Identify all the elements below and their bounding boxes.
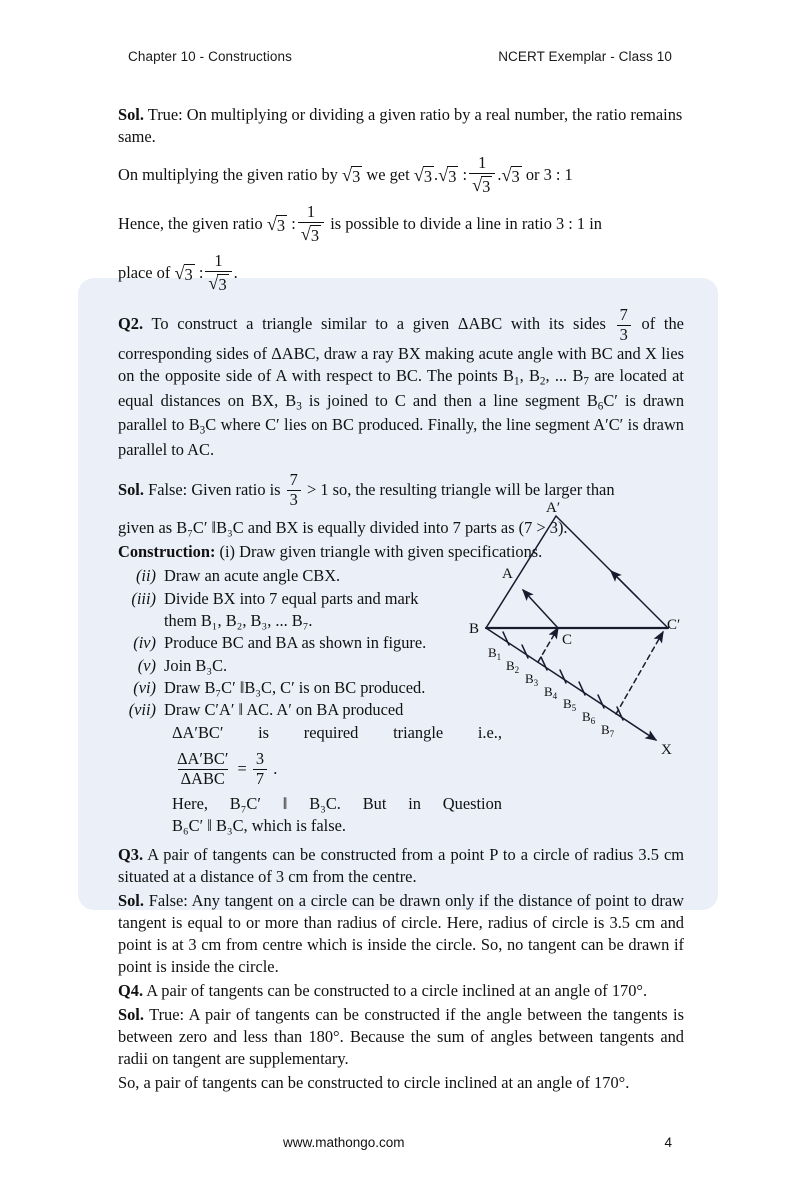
- q2-text-c: , B: [519, 366, 540, 386]
- sqrt-3: √ 3: [342, 164, 361, 186]
- construction-figure: [468, 498, 700, 768]
- q2-text-f: is joined to C and then a line segment B: [301, 390, 598, 410]
- sol1-label: Sol.: [118, 105, 144, 124]
- q4-solution: [118, 1004, 684, 1070]
- list-item: them B₁, B₂, B₃, ... B₇.: [164, 610, 313, 630]
- q4-sol-text: True: A pair of tangents can be constructed if the angle between the tangents is between zero and less than 180°. Because the sum of angles between tangents and radii on tangent are supplementary.: [118, 1004, 684, 1068]
- step7-line4: Here, B₇C′ ‖ B₃C. But in Question: [172, 794, 502, 814]
- arrow-on-Aprime-Cprime: [611, 571, 638, 598]
- q2-ratio-fraction: $\frac{7}{3}$: [617, 307, 631, 343]
- sol2-line2: given as B₇C′ ‖B₃C and BX is equally divided into 7 parts as (7 > 3).: [118, 518, 568, 538]
- list-item: (iii) Divide BX into 7 equal parts and mark: [131, 588, 419, 608]
- page-footer: [128, 1135, 672, 1150]
- label-B5: $B_5$: [563, 696, 577, 713]
- label-X: X: [661, 742, 672, 758]
- sol1-line2-b: we get: [366, 164, 410, 184]
- page-header: [128, 45, 672, 67]
- sol1-line3: Hence, the given ratio √ 3 : 1 √ 3 is possible to divide a line in ratio 3 : 1 in: [118, 201, 602, 245]
- triangle-ratio-fraction: $\frac{\Delta A'BC'}{\text{ΔABC}}$: [177, 748, 229, 788]
- dashed-B7-to-Cprime: [616, 632, 663, 714]
- sol1-line3-b: is possible to divide a line in ratio 3 : 1 in: [330, 213, 602, 233]
- sqrt-3: √ 3: [300, 223, 320, 245]
- q3-sol-text: False: Any tangent on a circle can be drawn only if the distance of point to draw tangent is equal to or more than radius of circle. Here, radius of circle is 3.5 cm and point is at 3 cm from centre which is inside the circle. So, no tangent can be drawn if point is inside the circle.: [118, 890, 684, 976]
- sol1-line2-a: On multiplying the given ratio by: [118, 164, 338, 184]
- q4-label: Q4.: [118, 980, 144, 1000]
- sqrt-3: √ 3: [438, 164, 457, 186]
- q3-label: Q3.: [118, 844, 144, 864]
- label-B2: $B_2$: [506, 658, 520, 675]
- sol1-line4: place of √ 3 : 1 √ 3 .: [118, 250, 238, 294]
- sqrt-3: √ 3: [208, 272, 227, 294]
- step7-ratio-equation: $\frac{\Delta A'BC'}{\text{ΔABC}}$ = $\frac{3}{7}$ .: [172, 751, 502, 787]
- label-A-prime: A′: [546, 500, 561, 516]
- q3-text: A pair of tangents can be constructed from a point P to a circle of radius 3.5 cm situated at a distance of 3 cm from the centre.: [118, 844, 684, 886]
- label-B4: $B_4$: [544, 684, 558, 701]
- sqrt-3: √ 3: [413, 164, 433, 186]
- sol1-line4-b: .: [233, 262, 238, 282]
- fraction-1-over-sqrt3: 1 √ 3: [469, 155, 495, 195]
- sqrt-3: √ 3: [174, 262, 193, 284]
- sol2-line1-b: > 1 so, the resulting triangle will be larger than: [306, 479, 615, 499]
- sol1-line2-c: or 3 : 1: [525, 164, 573, 184]
- equals-sign: =: [237, 758, 247, 778]
- q3-solution: [118, 890, 684, 978]
- sol1-paragraph: [118, 104, 684, 148]
- q2-label: Q2.: [118, 313, 144, 333]
- sol1-line2: On multiplying the given ratio by √ 3 we get √ 3 . √ 3 : 1 √ 3 . √ 3 or 3 : 1: [118, 152, 573, 196]
- list-item: (vii) Draw C′A′ ‖ AC. A′ on BA produced: [128, 700, 404, 720]
- construction-label: Construction:: [118, 542, 216, 562]
- label-B1: $B_1$: [488, 645, 502, 662]
- q2-text-e: are located at equal distances on BX, B: [118, 366, 684, 410]
- line-C-to-A: [523, 590, 558, 628]
- q2-text-a: To construct a triangle similar to a given ΔABC with its sides: [151, 313, 606, 333]
- step7-details: [172, 722, 502, 836]
- label-B: B: [469, 621, 480, 637]
- footer-site-url[interactable]: www.mathongo.com: [283, 1135, 405, 1150]
- sol2-line1-a: False: Given ratio is: [148, 479, 281, 499]
- header-book-title: NCERT Exemplar - Class 10: [498, 48, 672, 64]
- sqrt-3: √ 3: [266, 213, 286, 235]
- q4-block: [118, 980, 684, 1002]
- tick-B5: [579, 682, 585, 695]
- q2-block: Q2. To construct a triangle similar to a given ΔABC with its sides $\frac{7}{3}$ of the corresponding sides of ΔABC, draw a ray BX making acute angle with BC and X lies on the opposite side of A with respect to BC. The points $B_1$, $B_2$, ... $B_7$ are located at equal distances on BX, $B_3$ is joined to C and then a line segment $B_6C'$ is drawn parallel to $B_3C$ where C′ lies on BC produced. Finally, the line segment A′C′ is drawn parallel to AC.: [118, 304, 685, 459]
- q2-text-h: C where C′ lies on BC produced. Finally, the line segment A′C′ is drawn parallel to AC.: [118, 415, 684, 459]
- q4-sol-label: Sol.: [118, 1004, 144, 1024]
- sol1-line4-a: place of: [118, 262, 171, 282]
- label-B3: $B_3$: [525, 671, 539, 688]
- q3-block: [118, 844, 684, 888]
- list-item: (v) Join B₃C.: [137, 655, 228, 675]
- q2-text-g: C′ is drawn parallel to B: [118, 390, 685, 435]
- q4-text: A pair of tangents can be constructed to a circle inclined at an angle of 170°.: [146, 980, 648, 1000]
- fraction-1-over-sqrt3: 1 √ 3: [205, 253, 231, 293]
- list-item: (iv) Produce BC and BA as shown in figure.: [133, 633, 427, 653]
- q2-text-b: of the corresponding sides of ΔABC, draw a ray BX making acute angle with BC and X lies on the opposite side of A with respect to BC. The points B: [118, 313, 684, 386]
- sol2-label: Sol.: [118, 479, 144, 499]
- figure-svg: [468, 498, 700, 768]
- construction-first-step: (i) Draw given triangle with given specifications.: [219, 542, 543, 562]
- line-B-to-Aprime: [486, 516, 556, 628]
- list-item: (vi) Draw B₇C′ ‖B₃C, C′ is on BC produced.: [133, 677, 426, 697]
- sol1-line3-a: Hence, the given ratio: [118, 213, 263, 233]
- sqrt-3: √ 3: [472, 174, 491, 196]
- label-C-prime: C′: [667, 617, 681, 633]
- construction-steps-list: [118, 565, 494, 720]
- q3-sol-label: Sol.: [118, 890, 144, 910]
- tick-B1: [503, 632, 509, 645]
- sol2-ratio-fraction: $\frac{7}{3}$: [287, 472, 301, 508]
- fraction-1-over-sqrt3: 1 √ 3: [298, 204, 324, 244]
- list-item: (ii) Draw an acute angle CBX.: [135, 566, 341, 586]
- footer-page-number: 4: [664, 1135, 672, 1150]
- label-C: C: [562, 632, 573, 648]
- value-fraction-3-7: $\frac{3}{7}$: [253, 751, 267, 787]
- q4-solution-closing: So, a pair of tangents can be constructed to circle inclined at an angle of 170°.: [118, 1072, 630, 1092]
- step7-line5: B₆C′ ‖ B₃C, which is false.: [172, 815, 346, 835]
- header-chapter-title: Chapter 10 - Constructions: [128, 48, 292, 64]
- q2-text-d: , ... B: [545, 366, 584, 386]
- sqrt-3: √ 3: [501, 164, 520, 186]
- label-B6: $B_6$: [582, 709, 596, 726]
- label-A: A: [502, 566, 513, 582]
- tick-B3: [541, 657, 547, 670]
- step7-line2: ΔA′BC′ is required triangle i.e.,: [172, 722, 502, 742]
- sol1-line1: True: On multiplying or dividing a given ratio by a real number, the ratio remains same.: [118, 105, 683, 146]
- tick-B7: [617, 707, 623, 720]
- label-B7: $B_7$: [601, 722, 615, 739]
